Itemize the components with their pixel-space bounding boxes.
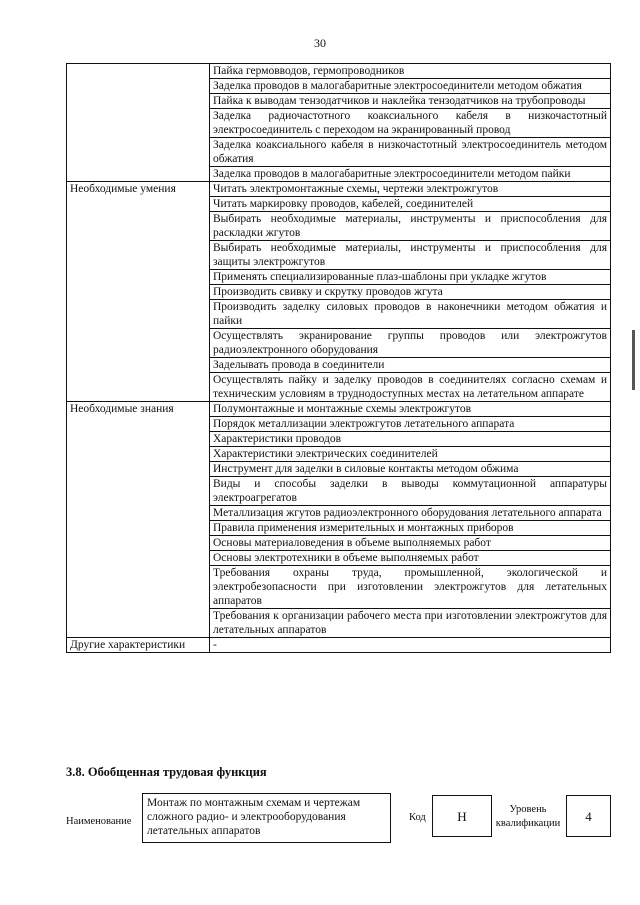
row-label: Необходимые умения (67, 182, 210, 402)
margin-mark (632, 330, 635, 390)
row-item: Выбирать необходимые материалы, инструменты и приспособления для защиты электрожгутов (210, 241, 611, 270)
row-item: Производить заделку силовых проводов в наконечники методом обжатия и пайки (210, 300, 611, 329)
row-item: Правила применения измерительных и монтажных приборов (210, 521, 611, 536)
table-row (67, 64, 611, 79)
code-value: H (432, 795, 492, 837)
table-row (67, 182, 611, 197)
table-row (67, 402, 611, 417)
row-item: Металлизация жгутов радиоэлектронного оборудования летательного аппарата (210, 506, 611, 521)
row-item: Осуществлять пайку и заделку проводов в соединителях согласно схемам и техническим условиям в труднодоступных местах на летательном аппарате (210, 373, 611, 402)
qualification-level-label: Уровень квалификации (495, 804, 561, 829)
row-item: Пайка к выводам тензодатчиков и наклейка тензодатчиков на трубопроводы (210, 94, 611, 109)
row-item: Заделка радиочастотного коаксиального кабеля в низкочастотный электросоединитель с переходом на экранированный провод (210, 109, 611, 138)
row-item: Требования к организации рабочего места при изготовлении электрожгутов для летательных аппаратов (210, 609, 611, 638)
qualification-level-value: 4 (566, 795, 611, 837)
row-item: Полумонтажные и монтажные схемы электрожгутов (210, 402, 611, 417)
table-row (67, 638, 611, 653)
characteristics-table (66, 63, 611, 653)
row-item: Заделывать провода в соединители (210, 358, 611, 373)
row-item: Основы электротехники в объеме выполняемых работ (210, 551, 611, 566)
row-label (67, 64, 210, 182)
code-label: Код (409, 812, 426, 823)
row-item: Применять специализированные плаз-шаблоны при укладке жгутов (210, 270, 611, 285)
row-item: Основы материаловедения в объеме выполняемых работ (210, 536, 611, 551)
row-item: Читать маркировку проводов, кабелей, соединителей (210, 197, 611, 212)
row-item: Читать электромонтажные схемы, чертежи электрожгутов (210, 182, 611, 197)
name-label: Наименование (66, 816, 132, 827)
row-item: Заделка проводов в малогабаритные электросоединители методом обжатия (210, 79, 611, 94)
table-body (67, 64, 611, 653)
section-title: 3.8. Обобщенная трудовая функция (66, 765, 267, 779)
row-label: Другие характеристики (67, 638, 210, 653)
row-item: Пайка гермовводов, гермопроводников (210, 64, 611, 79)
function-name-value: Монтаж по монтажным схемам и чертежам сложного радио- и электрооборудования летательных аппаратов (142, 793, 391, 843)
row-item: Выбирать необходимые материалы, инструменты и приспособления для раскладки жгутов (210, 212, 611, 241)
row-item: - (210, 638, 611, 653)
row-item: Заделка коаксиального кабеля в низкочастотный электросоединитель методом обжатия (210, 138, 611, 167)
row-item: Осуществлять экранирование группы проводов или электрожгутов радиоэлектронного оборудования (210, 329, 611, 358)
row-item: Производить свивку и скрутку проводов жгута (210, 285, 611, 300)
row-item: Требования охраны труда, промышленной, экологической и электробезопасности при изготовлении электрожгутов для летательных аппаратов (210, 566, 611, 609)
row-item: Виды и способы заделки в выводы коммутационной аппаратуры электроагрегатов (210, 477, 611, 506)
row-item: Инструмент для заделки в силовые контакты методом обжима (210, 462, 611, 477)
row-label: Необходимые знания (67, 402, 210, 638)
row-item: Порядок металлизации электрожгутов летательного аппарата (210, 417, 611, 432)
row-item: Характеристики электрических соединителей (210, 447, 611, 462)
page-number: 30 (314, 36, 326, 50)
row-item: Заделка проводов в малогабаритные электросоединители методом пайки (210, 167, 611, 182)
row-item: Характеристики проводов (210, 432, 611, 447)
